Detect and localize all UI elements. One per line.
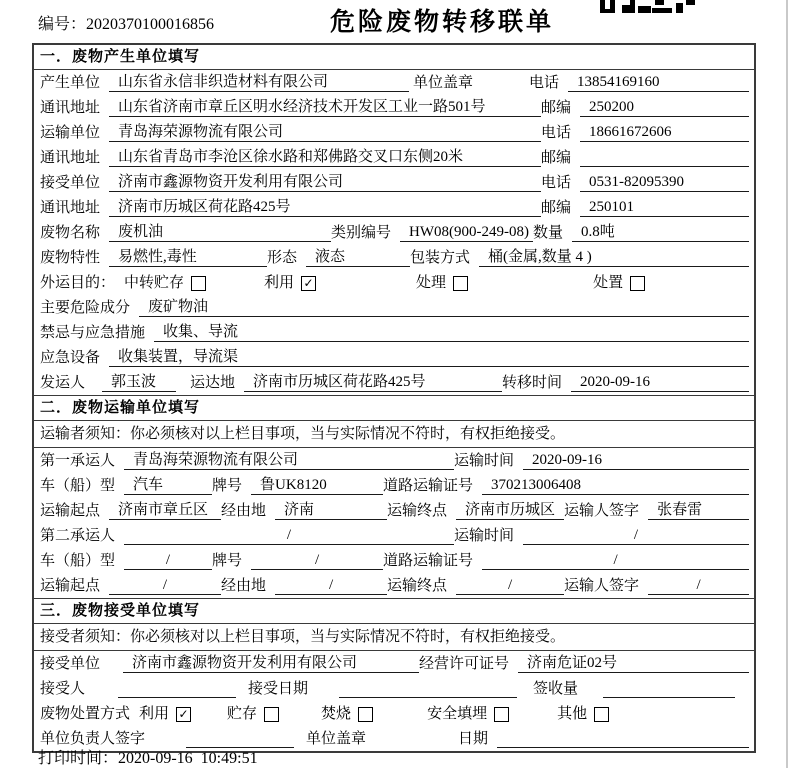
field-value: /: [482, 551, 749, 570]
field-value: /: [109, 576, 221, 595]
field-value: 液态: [306, 248, 410, 267]
section-title: 三．废物接受单位填写: [34, 599, 754, 624]
form-row: [34, 170, 754, 195]
manifest-form-table: [32, 43, 756, 753]
field-label: 运达地: [190, 375, 236, 391]
field-label: 通讯地址: [40, 200, 101, 216]
field-value: 桶(金属,数量 4 ): [479, 248, 749, 267]
field-label: 运输终点: [387, 578, 448, 594]
field-label: 通讯地址: [40, 100, 101, 116]
field-label: 车（船）型: [40, 553, 116, 569]
checkbox-field: [227, 705, 279, 723]
field-label: 接受单位: [40, 656, 101, 672]
field-label: 道路运输证号: [383, 553, 474, 569]
checkbox-field: [593, 274, 645, 292]
field-value: 汽车: [124, 476, 212, 495]
field-value: 鲁UK8120: [251, 476, 383, 495]
field-label: 产生单位: [40, 75, 101, 91]
checkbox-field: [124, 274, 206, 292]
form-row: [34, 195, 754, 220]
form-row: [34, 295, 754, 320]
field-value: 济南市历城区荷花路425号: [244, 373, 502, 392]
field-value: 收集装置，导流渠: [109, 348, 749, 367]
checkbox-icon: [264, 707, 279, 722]
field-value: 废机油: [109, 223, 331, 242]
field-label: 类别编号: [331, 225, 392, 241]
field-label: 运输人签字: [564, 578, 640, 594]
print-time-value: 2020-09-16 10:49:51: [118, 750, 258, 767]
static-text: 单位盖章: [306, 731, 367, 747]
field-label: 车（船）型: [40, 478, 116, 494]
field-value: 青岛海荣源物流有限公司: [109, 123, 541, 142]
field-value: /: [648, 576, 749, 595]
checkbox-label: 贮存: [227, 706, 258, 722]
field-value: 济南: [275, 501, 387, 520]
field-label: 签收量: [533, 681, 579, 697]
field-label: 运输人签字: [564, 503, 640, 519]
form-row: [34, 676, 754, 701]
field-label: 邮编: [541, 100, 572, 116]
field-value: /: [275, 576, 387, 595]
field-value: 山东省济南市章丘区明水经济技术开发区工业一路501号: [109, 98, 541, 117]
field-label: 电话: [541, 125, 572, 141]
form-row: [34, 320, 754, 345]
form-row: [34, 345, 754, 370]
field-label: 运输时间: [454, 453, 515, 469]
field-label: 牌号: [212, 478, 243, 494]
field-label: 转移时间: [502, 375, 563, 391]
field-label: 运输时间: [454, 528, 515, 544]
field-value: [580, 149, 749, 167]
checkbox-checked-icon: ✓: [176, 707, 191, 722]
field-value: 济南危证02号: [518, 654, 749, 673]
field-value: 济南市章丘区: [109, 501, 221, 520]
form-row: [34, 70, 754, 95]
field-value: 2020-09-16: [523, 451, 749, 470]
field-value: 济南市历城区荷花路425号: [109, 198, 541, 217]
field-label: 道路运输证号: [383, 478, 474, 494]
checkbox-label: 其他: [557, 706, 588, 722]
field-label: 应急设备: [40, 350, 101, 366]
field-value: 13854169160: [568, 73, 749, 92]
field-label: 运输单位: [40, 125, 101, 141]
field-value: HW08(900-249-08): [400, 223, 533, 242]
form-row: [34, 701, 754, 726]
form-row: [34, 523, 754, 548]
field-label: 邮编: [541, 200, 572, 216]
checkbox-checked-icon: ✓: [301, 276, 316, 291]
field-label: 日期: [458, 731, 489, 747]
field-value: /: [124, 526, 454, 545]
checkbox-label: 处理: [416, 275, 447, 291]
field-value: 18661672606: [580, 123, 749, 142]
checkbox-field: [139, 705, 191, 723]
field-value: 370213006408: [482, 476, 749, 495]
checkbox-label: 中转贮存: [124, 275, 185, 291]
field-label: 主要危险成分: [40, 300, 131, 316]
field-value: 郭玉波: [102, 373, 176, 392]
field-value: [497, 730, 749, 748]
form-section: [34, 45, 754, 395]
field-value: /: [251, 551, 383, 570]
field-label: 接受单位: [40, 175, 101, 191]
field-label: 运输终点: [387, 503, 448, 519]
field-label: 数量: [533, 225, 564, 241]
section-notice: 接受者须知：你必须核对以上栏目事项，当与实际情况不符时，有权拒绝接受。: [34, 624, 754, 651]
serial-number: 2020370100016856: [86, 16, 215, 33]
field-label: 电话: [529, 75, 560, 91]
static-text: 单位盖章: [413, 75, 474, 91]
field-value: [118, 680, 236, 698]
checkbox-icon: [358, 707, 373, 722]
field-label: 经由地: [221, 503, 267, 519]
field-value: [339, 680, 517, 698]
section-title: 二．废物运输单位填写: [34, 396, 754, 421]
checkbox-field: [427, 705, 509, 723]
form-row: [34, 245, 754, 270]
field-label: 电话: [541, 175, 572, 191]
field-label: 牌号: [212, 553, 243, 569]
checkbox-icon: [453, 276, 468, 291]
field-label: 形态: [267, 250, 298, 266]
field-value: 250200: [580, 98, 749, 117]
form-row: [34, 145, 754, 170]
field-label: 废物特性: [40, 250, 101, 266]
form-row: [34, 95, 754, 120]
form-row: [34, 548, 754, 573]
print-time: [38, 745, 258, 768]
page-title: 危险废物转移联单: [330, 9, 555, 36]
field-label: 经营许可证号: [419, 656, 510, 672]
field-value: 废矿物油: [139, 298, 749, 317]
checkbox-icon: [494, 707, 509, 722]
field-label: 外运目的：: [40, 275, 116, 291]
serial-label: 编号：: [38, 16, 87, 33]
print-time-label: 打印时间：: [38, 750, 119, 767]
checkbox-field: [321, 705, 373, 723]
field-label: 禁忌与应急措施: [40, 325, 146, 341]
document-serial: [38, 11, 214, 34]
field-value: 0531-82095390: [580, 173, 749, 192]
field-value: 0.8吨: [572, 223, 749, 242]
form-row: [34, 270, 754, 295]
field-label: 运输起点: [40, 503, 101, 519]
checkbox-label: 利用: [264, 275, 295, 291]
checkbox-field: [416, 274, 468, 292]
checkbox-label: 利用: [139, 706, 170, 722]
field-label: 废物处置方式: [40, 706, 131, 722]
field-label: 经由地: [221, 578, 267, 594]
checkbox-icon: [594, 707, 609, 722]
checkbox-label: 安全填埋: [427, 706, 488, 722]
field-value: 山东省青岛市李沧区徐水路和郑佛路交叉口东侧20米: [109, 148, 541, 167]
field-label: 废物名称: [40, 225, 101, 241]
checkbox-label: 焚烧: [321, 706, 352, 722]
form-section: [34, 395, 754, 598]
field-value: 济南市历城区: [456, 501, 564, 520]
field-value: 济南市鑫源物资开发利用有限公司: [123, 654, 419, 673]
checkbox-field: [557, 705, 609, 723]
page-edge-line: [786, 0, 788, 768]
field-value: [603, 680, 735, 698]
field-value: 济南市鑫源物资开发利用有限公司: [109, 173, 541, 192]
field-label: 包装方式: [410, 250, 471, 266]
field-value: 青岛海荣源物流有限公司: [124, 451, 454, 470]
field-label: 发运人: [40, 375, 86, 391]
field-value: /: [456, 576, 564, 595]
checkbox-icon: [191, 276, 206, 291]
field-value: 易燃性,毒性: [109, 248, 267, 267]
field-value: /: [124, 551, 212, 570]
field-label: 邮编: [541, 150, 572, 166]
field-value: 2020-09-16: [571, 373, 749, 392]
checkbox-label: 处置: [593, 275, 624, 291]
field-value: 张春雷: [648, 501, 749, 520]
checkbox-icon: [630, 276, 645, 291]
qr-code-fragment-icon: [600, 0, 695, 14]
field-value: 收集、导流: [154, 323, 749, 342]
form-row: [34, 498, 754, 523]
field-label: 运输起点: [40, 578, 101, 594]
form-row: [34, 370, 754, 395]
form-section: [34, 598, 754, 751]
section-title: 一．废物产生单位填写: [34, 45, 754, 70]
field-label: 接受人: [40, 681, 86, 697]
checkbox-field: [264, 274, 316, 292]
field-value: /: [523, 526, 749, 545]
form-row: [34, 473, 754, 498]
field-label: 单位负责人签字: [40, 731, 146, 747]
section-notice: 运输者须知：你必须核对以上栏目事项，当与实际情况不符时，有权拒绝接受。: [34, 421, 754, 448]
form-row: [34, 120, 754, 145]
form-row: [34, 220, 754, 245]
form-row: [34, 448, 754, 473]
field-label: 第一承运人: [40, 453, 116, 469]
field-label: 通讯地址: [40, 150, 101, 166]
field-label: 第二承运人: [40, 528, 116, 544]
form-row: [34, 573, 754, 598]
field-value: 250101: [580, 198, 749, 217]
field-value: 山东省永信非织造材料有限公司: [109, 73, 409, 92]
field-label: 接受日期: [248, 681, 309, 697]
form-row: [34, 651, 754, 676]
